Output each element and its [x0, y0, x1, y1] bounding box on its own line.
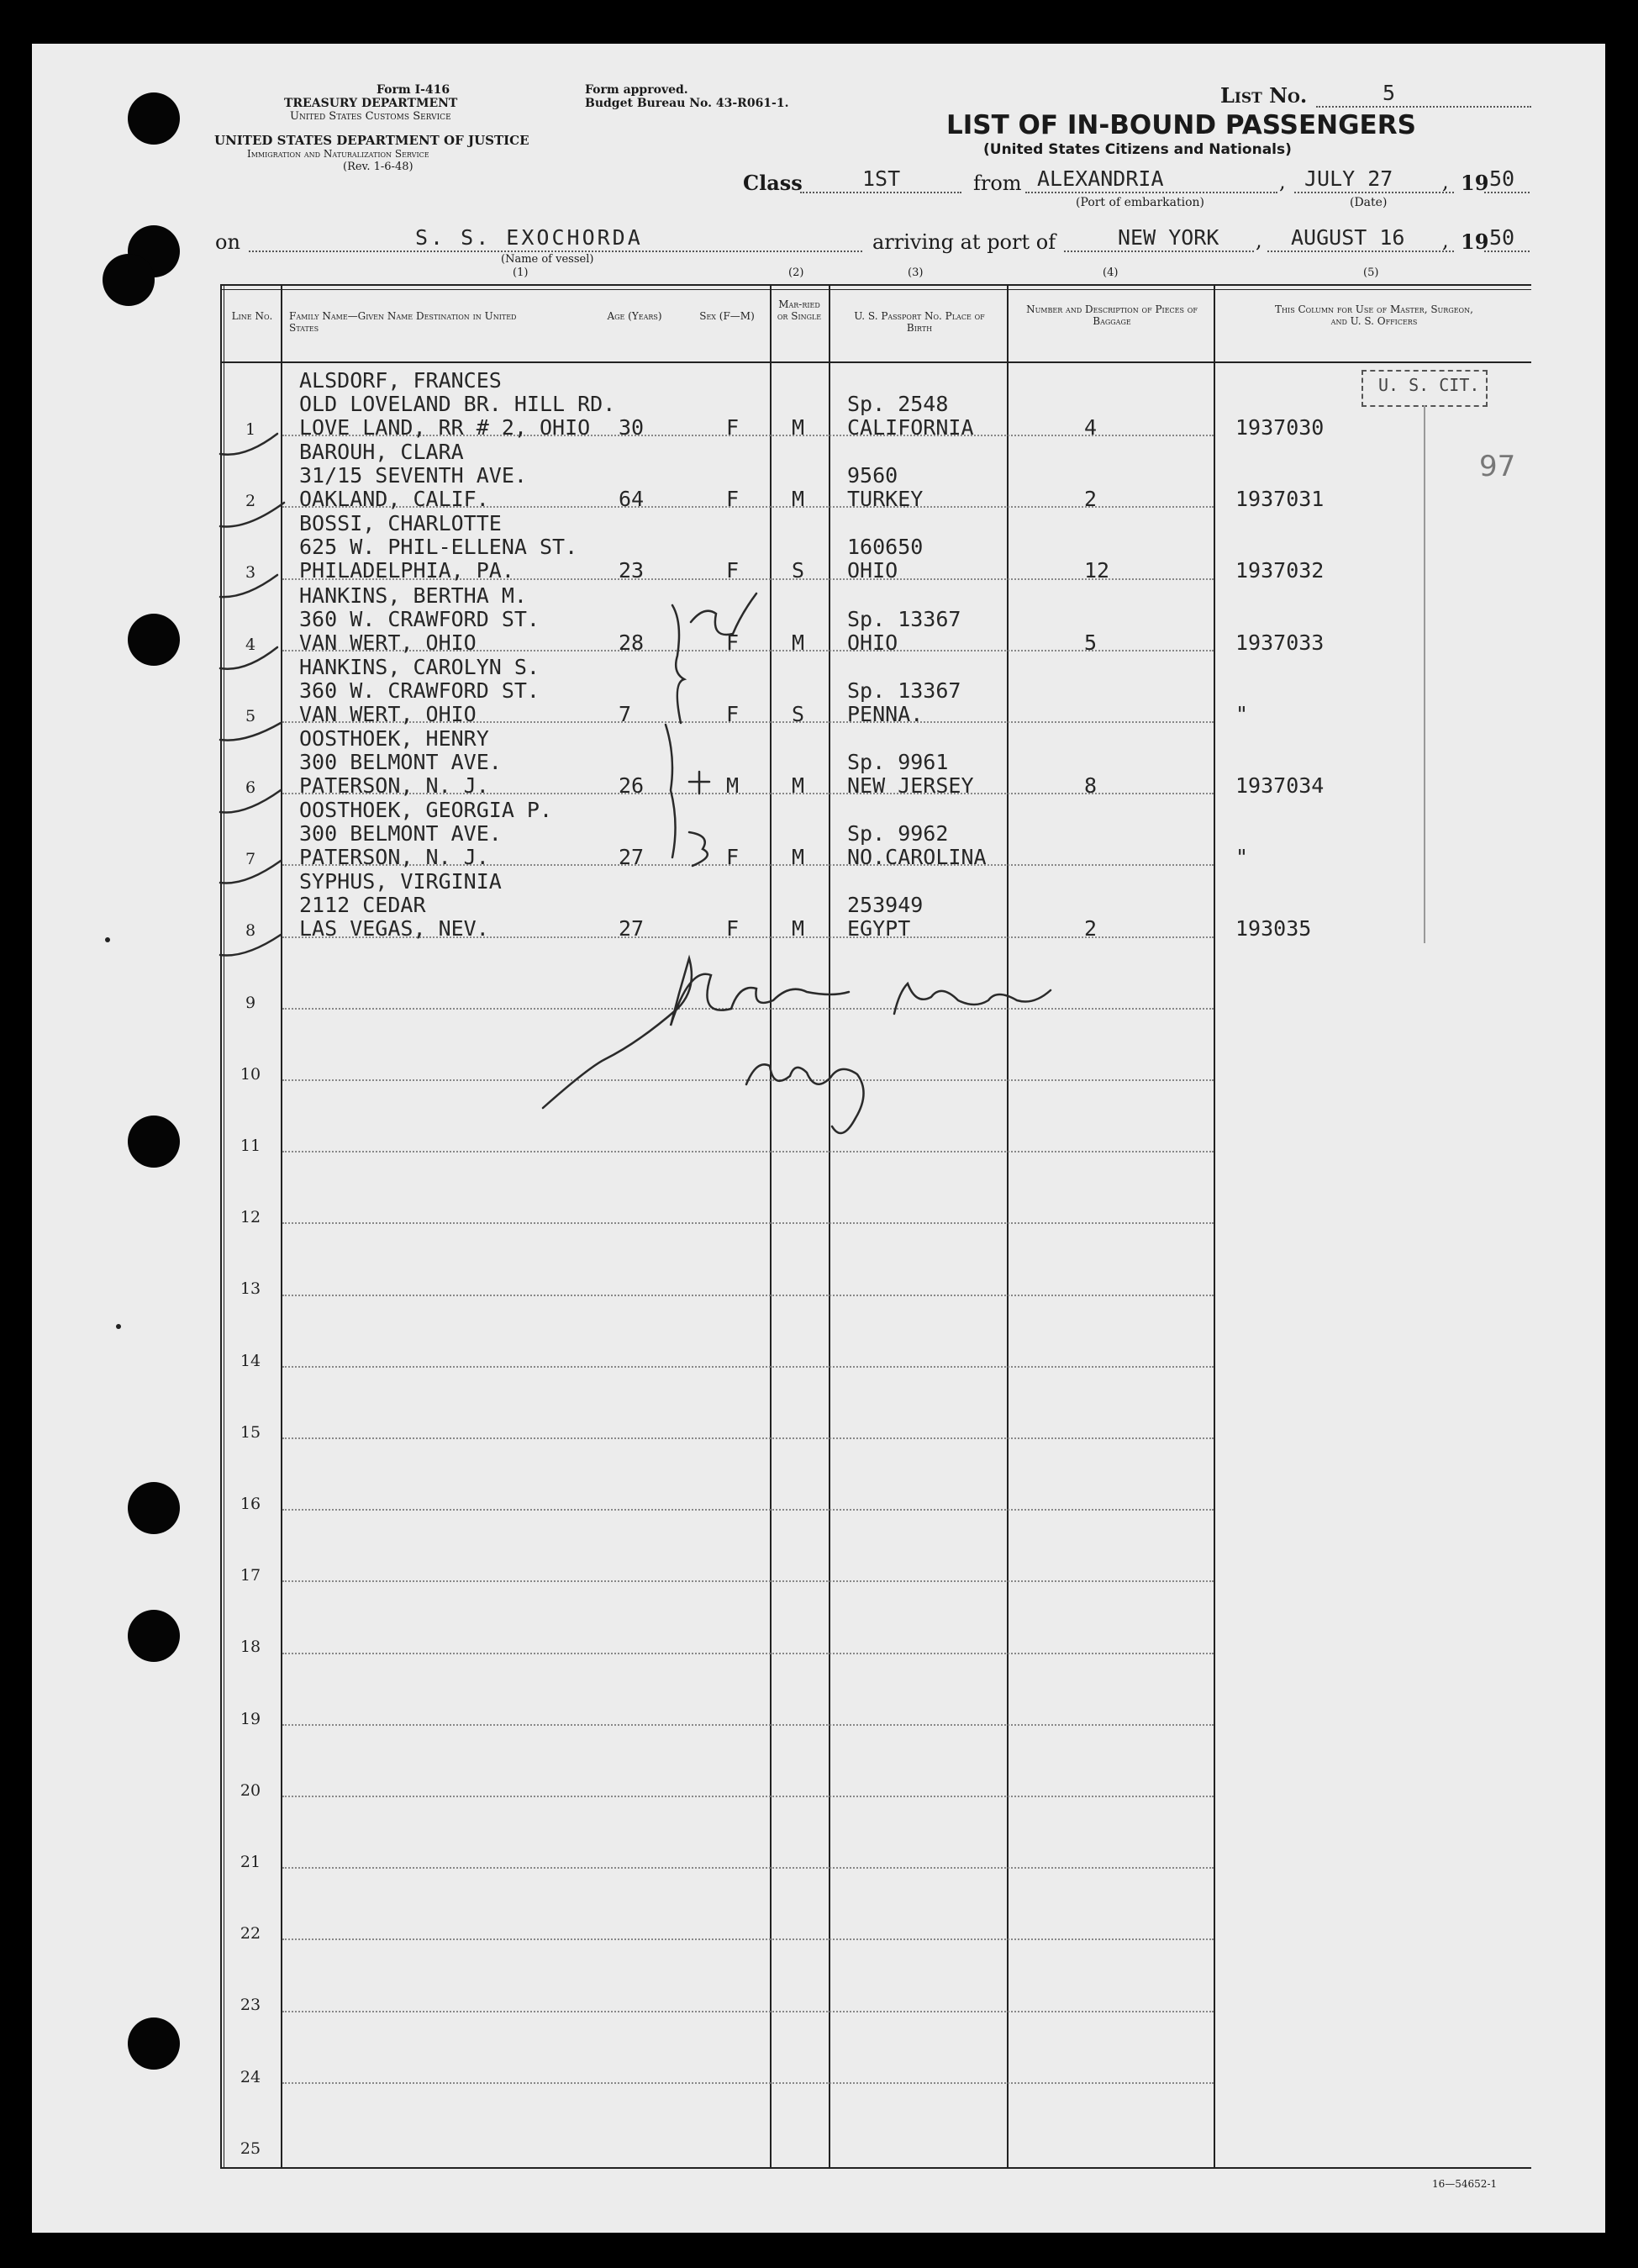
list-no-label: List No. [1220, 83, 1308, 108]
note-mark [691, 593, 756, 635]
address-line-1: 300 BELMONT AVE. [299, 750, 502, 774]
bracket-mark [666, 725, 676, 857]
place-of-birth: CALIFORNIA [847, 415, 974, 440]
place-of-birth: OHIO [847, 558, 898, 583]
marital-status: M [792, 773, 805, 798]
baggage-count: 2 [1084, 916, 1098, 941]
vessel-caption: (Name of vessel) [501, 253, 594, 266]
line-number: 4 [245, 636, 256, 654]
marital-status: S [792, 558, 805, 583]
signature [746, 1064, 864, 1133]
officer-number: 1937031 [1235, 487, 1325, 511]
age: 7 [619, 702, 632, 726]
place-of-birth: PENNA. [847, 702, 924, 726]
check-mark [220, 935, 281, 956]
sex: F [726, 415, 740, 440]
col-num: (2) [788, 266, 804, 279]
line-number: 21 [240, 1853, 261, 1871]
sex: F [726, 702, 740, 726]
col-num: (5) [1363, 266, 1379, 279]
bracket-mark [672, 605, 684, 723]
passenger-name: OOSTHOEK, HENRY [299, 726, 489, 751]
header-name: Family Name—Given Name Destination in United States [289, 310, 517, 334]
on-label: on [215, 230, 240, 254]
line-number: 3 [245, 563, 256, 582]
passenger-name: BOSSI, CHARLOTTE [299, 511, 502, 535]
passport-number: 253949 [847, 893, 924, 917]
passport-number: Sp. 13367 [847, 678, 961, 703]
age: 27 [619, 916, 645, 941]
passenger-name: ALSDORF, FRANCES [299, 368, 502, 393]
address-line-2: LOVE LAND, RR # 2, OHIO [299, 415, 591, 440]
line-number: 23 [240, 1996, 261, 2014]
officer-number: 1937033 [1235, 630, 1325, 655]
col-num: (3) [908, 266, 924, 279]
passport-number: Sp. 9962 [847, 821, 949, 846]
line-number: 25 [240, 2139, 261, 2158]
sex: F [726, 916, 740, 941]
check-mark [220, 575, 277, 597]
officer-number: " [1235, 702, 1249, 726]
marital-status: M [792, 916, 805, 941]
passenger-name: OOSTHOEK, GEORGIA P. [299, 798, 553, 822]
year-arrival: 50 [1489, 225, 1515, 250]
margin-number: 97 [1479, 450, 1516, 483]
class-value: 1ST [862, 166, 901, 191]
age: 27 [619, 845, 645, 869]
date-of-embarkation: JULY 27 [1304, 166, 1393, 191]
address-line-1: 300 BELMONT AVE. [299, 821, 502, 846]
line-number: 10 [240, 1065, 261, 1084]
passport-number: 160650 [847, 535, 924, 559]
line-number: 20 [240, 1781, 261, 1800]
passport-number: Sp. 13367 [847, 607, 961, 631]
ins-service: Immigration and Naturalization Service [247, 148, 429, 160]
header-officers: This Column for Use of Master, Surgeon, and U. S. Officers [1275, 303, 1473, 327]
address-line-2: VAN WERT, OHIO [299, 702, 477, 726]
check-mark [220, 434, 277, 455]
age: 30 [619, 415, 645, 440]
line-number: 15 [240, 1423, 261, 1442]
marital-status: M [792, 487, 805, 511]
line-number: 17 [240, 1566, 261, 1585]
form-approved: Form approved. [585, 83, 688, 97]
comma: , [1279, 170, 1286, 193]
sex: M [726, 773, 740, 798]
marital-status: M [792, 415, 805, 440]
sex: F [726, 487, 740, 511]
header-passport: U. S. Passport No. Place of Birth [854, 310, 985, 334]
passenger-name: HANKINS, CAROLYN S. [299, 655, 540, 679]
line-number: 24 [240, 2068, 261, 2086]
vessel-name: S. S. EXOCHORDA [415, 225, 643, 250]
place-of-birth: EGYPT [847, 916, 911, 941]
class-label: Class [743, 171, 803, 195]
line-number: 11 [240, 1137, 261, 1155]
footer-code: 16—54652-1 [1432, 2178, 1498, 2190]
check-mark [220, 503, 284, 526]
page-subtitle: (United States Citizens and Nationals) [983, 141, 1292, 158]
port-of-arrival: NEW YORK [1118, 225, 1219, 250]
treasury-dept: TREASURY DEPARTMENT [284, 97, 458, 110]
sex: F [726, 845, 740, 869]
year-prefix: 19 [1461, 171, 1489, 195]
note-mark [689, 772, 709, 794]
age: 26 [619, 773, 645, 798]
line-number: 7 [245, 850, 256, 868]
passport-number: Sp. 9961 [847, 750, 949, 774]
stamp-text: U. S. CIT. [1378, 375, 1480, 395]
officer-number: 1937030 [1235, 415, 1325, 440]
customs-service: United States Customs Service [290, 110, 451, 123]
note-mark [689, 832, 708, 866]
address-line-1: 360 W. CRAWFORD ST. [299, 607, 540, 631]
address-line-2: VAN WERT, OHIO [299, 630, 477, 655]
baggage-count: 12 [1084, 558, 1110, 583]
line-number: 8 [245, 921, 256, 940]
line-number: 1 [245, 420, 256, 439]
comma: , [1442, 229, 1449, 252]
header-married: Mar-ried or Single [777, 298, 822, 322]
comma: , [1256, 229, 1262, 252]
line-number: 5 [245, 707, 256, 725]
passenger-name: SYPHUS, VIRGINIA [299, 869, 502, 894]
address-line-1: 625 W. PHIL-ELLENA ST. [299, 535, 578, 559]
check-mark [220, 790, 281, 812]
passport-number: 9560 [847, 463, 898, 488]
address-line-1: OLD LOVELAND BR. HILL RD. [299, 392, 616, 416]
from-label: from [973, 171, 1022, 195]
baggage-count: 5 [1084, 630, 1098, 655]
sex: F [726, 558, 740, 583]
address-line-2: PATERSON, N. J. [299, 773, 489, 798]
baggage-count: 8 [1084, 773, 1098, 798]
age: 28 [619, 630, 645, 655]
age: 64 [619, 487, 645, 511]
address-line-1: 360 W. CRAWFORD ST. [299, 678, 540, 703]
year-prefix: 19 [1461, 229, 1489, 254]
place-of-birth: TURKEY [847, 487, 924, 511]
year-embark: 50 [1489, 166, 1515, 191]
date-of-arrival: AUGUST 16 [1291, 225, 1405, 250]
address-line-2: PHILADELPHIA, PA. [299, 558, 514, 583]
place-of-birth: NEW JERSEY [847, 773, 974, 798]
header-baggage: Number and Description of Pieces of Baggage [1026, 303, 1198, 327]
check-mark [220, 723, 281, 741]
port-embark-caption: (Port of embarkation) [1076, 196, 1204, 209]
place-of-birth: NO.CAROLINA [847, 845, 987, 869]
baggage-count: 4 [1084, 415, 1098, 440]
marital-status: M [792, 845, 805, 869]
justice-dept: UNITED STATES DEPARTMENT OF JUSTICE [214, 133, 529, 148]
revision: (Rev. 1-6-48) [343, 161, 413, 173]
list-no-value: 5 [1383, 81, 1396, 105]
address-line-2: OAKLAND, CALIF. [299, 487, 489, 511]
header-age: Age (Years) [607, 310, 662, 322]
check-mark [220, 647, 277, 669]
sex: F [726, 630, 740, 655]
passenger-name: HANKINS, BERTHA M. [299, 583, 527, 608]
check-mark [220, 861, 281, 883]
line-number: 6 [245, 778, 256, 797]
officer-number: 1937032 [1235, 558, 1325, 583]
line-number: 12 [240, 1208, 261, 1226]
passenger-name: BAROUH, CLARA [299, 440, 464, 464]
address-line-2: LAS VEGAS, NEV. [299, 916, 489, 941]
line-number: 19 [240, 1710, 261, 1728]
signature [543, 958, 1051, 1108]
header-line-no: Line No. [231, 310, 273, 322]
marital-status: S [792, 702, 805, 726]
passport-number: Sp. 2548 [847, 392, 949, 416]
col-num: (4) [1103, 266, 1119, 279]
line-number: 18 [240, 1638, 261, 1656]
form-number: Form I-416 [377, 83, 450, 97]
date-caption: (Date) [1350, 196, 1388, 209]
officer-number: " [1235, 845, 1249, 869]
officer-number: 193035 [1235, 916, 1312, 941]
budget-bureau: Budget Bureau No. 43-R061-1. [585, 97, 789, 110]
comma: , [1442, 170, 1449, 193]
address-line-1: 31/15 SEVENTH AVE. [299, 463, 527, 488]
address-line-1: 2112 CEDAR [299, 893, 426, 917]
col-num: (1) [513, 266, 529, 279]
line-number: 2 [245, 492, 256, 510]
arriving-label: arriving at port of [872, 230, 1056, 254]
line-number: 9 [245, 994, 256, 1012]
marital-status: M [792, 630, 805, 655]
line-number: 13 [240, 1279, 261, 1298]
line-number: 14 [240, 1352, 261, 1370]
page-title: LIST OF IN-BOUND PASSENGERS [946, 110, 1416, 140]
place-of-birth: OHIO [847, 630, 898, 655]
line-number: 22 [240, 1924, 261, 1943]
address-line-2: PATERSON, N. J. [299, 845, 489, 869]
line-number: 16 [240, 1495, 261, 1513]
baggage-count: 2 [1084, 487, 1098, 511]
officer-number: 1937034 [1235, 773, 1325, 798]
age: 23 [619, 558, 645, 583]
port-of-embarkation: ALEXANDRIA [1037, 166, 1164, 191]
header-sex: Sex (F—M) [699, 310, 755, 322]
